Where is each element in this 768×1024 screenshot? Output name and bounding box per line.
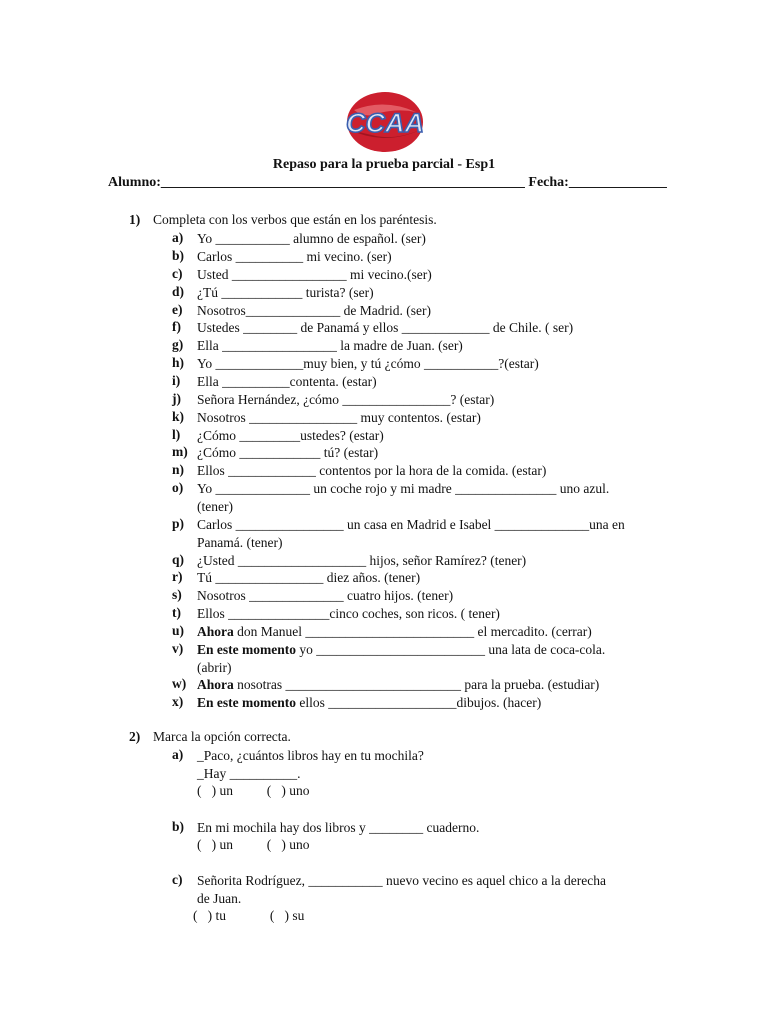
question-1-prompt: Completa con los verbos que están en los paréntesis.: [153, 212, 437, 227]
page-title: Repaso para la prueba parcial - Esp1: [272, 157, 496, 172]
answer-options[interactable]: ( ) un ( ) uno: [197, 783, 310, 798]
svg-text:CCAA: CCAA: [346, 108, 424, 138]
answer-options[interactable]: ( ) un ( ) uno: [197, 837, 310, 852]
worksheet-page: CCAA Repaso para la prueba parcial - Esp1 Alumno:____________________________________________________ Fecha:______________ 1) Completa con los verbos que están en los paréntesis. a) Yo ___________ alumno de español. (ser) b) Carlos __________ mi vecino. (ser) c) Usted _________________ mi vecino.(ser) d) ¿Tú ____________ turista? (ser) e) Nosotros______________ de Madrid. (ser) f) Ustedes ________ de Panamá y ellos _____________ de Chile. ( ser) g) Ella _________________ la madre de Juan. (ser) h) Yo _____________muy bien, y tú ¿cómo ___________?(estar) i) Ella __________contenta. (estar) j) Señora Hernández, ¿cómo ________________? (estar) k) Nosotros ________________ muy contentos. (estar) l) ¿Cómo _________ustedes? (estar) m) ¿Cómo ____________ tú? (estar) n) Ellos _____________ contentos por la hora de la comida. (estar) o) Yo ______________ un coche rojo y mi madre _______________ uno azul. (tener) p) Carlos ________________ un casa en Madrid e Isabel ______________una en Panamá. (tener) q) ¿Usted ___________________ hijos, señor Ramírez? (tener) r) Tú ________________ diez años. (tener) s) Nosotros ______________ cuatro hijos. (tener) t) Ellos _______________cinco coches, son ricos. ( tener) u) Ahora don Manuel _________________________ el mercadito. (cerrar) v) En este momento yo _________________________ una lata de coca-cola. (abrir) w) Ahora nosotras __________________________ para la prueba. (estudiar) x) En este momento ellos ___________________dibujos. (hacer) 2) Marca la opción correcta. a) _Paco, ¿cuántos libros hay en tu mochila? _Hay __________. ( ) un ( ) uno b) En mi mochila hay dos libros y ________ cuaderno. ( ) un ( ) uno c) Señorita Rodríguez, ___________ nuevo vecino es aquel chico a la derecha de Juan. ( ) tu ( ) su: [0, 0, 768, 1024]
question-1-number: 1): [129, 212, 141, 227]
question-2-prompt: Marca la opción correcta.: [153, 729, 291, 744]
question-2-number: 2): [129, 729, 141, 744]
ccaa-logo: [336, 90, 434, 154]
answer-options[interactable]: ( ) tu ( ) su: [193, 908, 305, 923]
student-date-line: Alumno:____________________________________________________ Fecha:______________: [108, 175, 667, 190]
